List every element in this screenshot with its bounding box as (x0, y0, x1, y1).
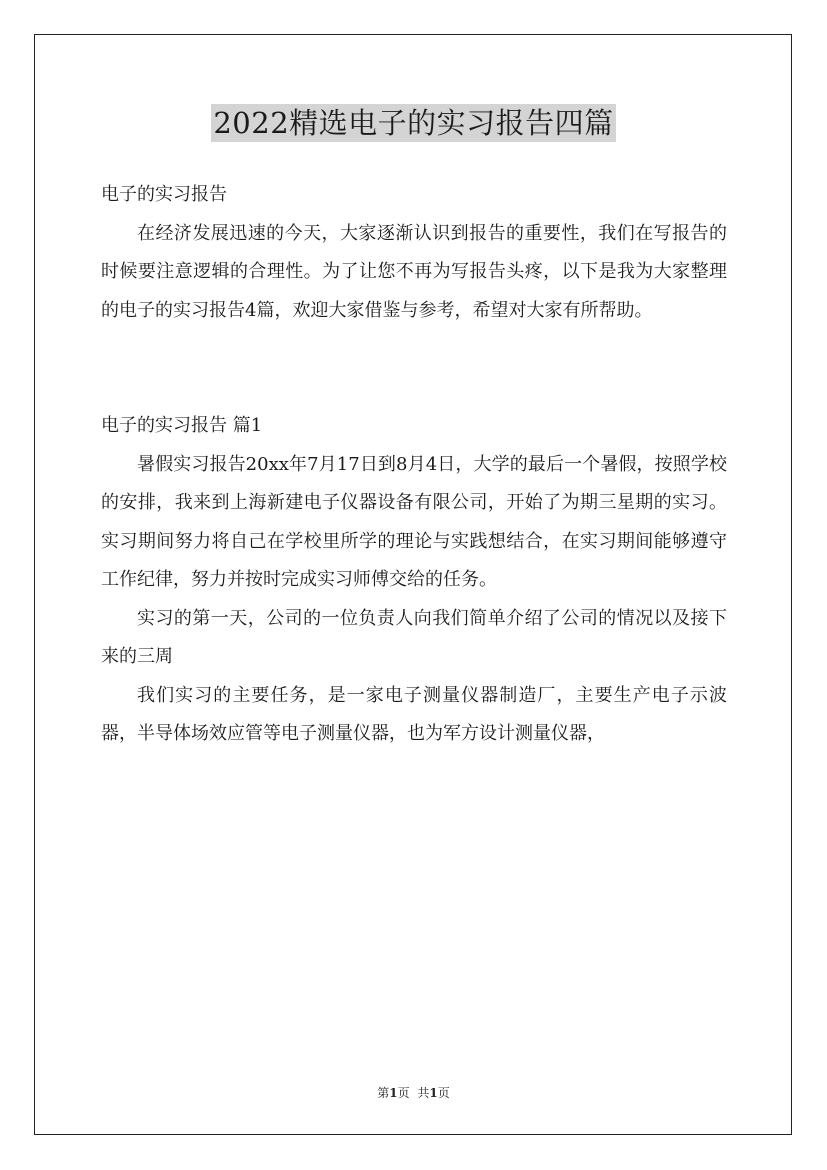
page-number: 1 (389, 1086, 398, 1100)
document-title-container (0, 104, 827, 142)
total-suffix: 页 (437, 1086, 450, 1100)
intro-paragraph: 在经济发展迅速的今天，大家逐渐认识到报告的重要性，我们在写报告的时候要注意逻辑的合理性。为了让您不再为写报告头疼，以下是我为大家整理的电子的实习报告4篇，欢迎大家借鉴与参考，希望对大家有所帮助。 (101, 222, 727, 321)
page-footer (0, 1084, 827, 1101)
section1-paragraph-1: 暑假实习报告20xx年7月17日到8月4日，大学的最后一个暑假，按照学校的安排，我来到上海新建电子仪器设备有限公司，开始了为期三星期的实习。实习期间努力将自己在学校里所学的理论与实践想结合，在实习期间能够遵守工作纪律，努力并按时完成实习师傅交给的任务。 (101, 453, 727, 590)
total-prefix: 共 (417, 1086, 430, 1100)
section1-paragraph-3: 我们实习的主要任务，是一家电子测量仪器制造厂，主要生产电子示波器，半导体场效应管等电子测量仪器，也为军方设计测量仪器， (101, 684, 727, 744)
total-pages: 1 (429, 1086, 438, 1100)
page-suffix: 页 (397, 1086, 410, 1100)
section-spacer (101, 330, 727, 407)
document-title: 2022精选电子的实习报告四篇 (213, 106, 614, 140)
document-body (101, 176, 727, 754)
section1-heading: 电子的实习报告 篇1 (101, 415, 263, 436)
section1-paragraph-2: 实习的第一天，公司的一位负责人向我们简单介绍了公司的情况以及接下来的三周 (101, 607, 727, 667)
page-prefix: 第 (377, 1086, 390, 1100)
intro-heading: 电子的实习报告 (101, 184, 227, 205)
